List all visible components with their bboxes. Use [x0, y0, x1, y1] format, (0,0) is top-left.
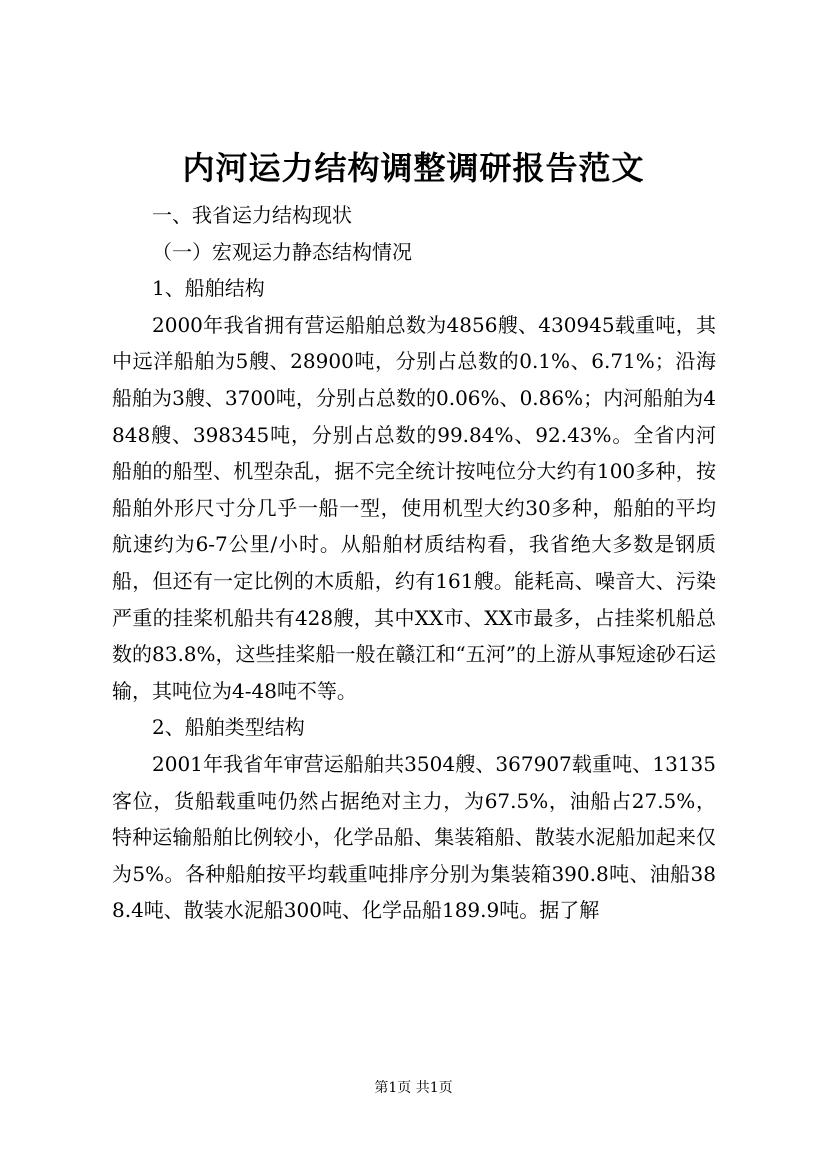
item-heading-ship-type-structure: 2、船舶类型结构	[152, 715, 305, 740]
page-footer: 第1页 共1页	[374, 1080, 453, 1096]
subsection-heading: （一）宏观运力静态结构情况	[152, 239, 412, 264]
section-heading-1: 一、我省运力结构现状	[152, 203, 352, 227]
item-heading-ship-structure: 1、船舶结构	[152, 276, 265, 301]
document-body	[112, 197, 716, 929]
paragraph-ship-structure: 2000年我省拥有营运船舶总数为4856艘、430945载重吨，其中远洋船舶为5艘、28900吨，分别占总数的0.1%、6.71%；沿海船舶为3艘、3700吨，分别占总数的0.06%、0.86%；内河船舶为4848艘、398345吨，分别占总数的99.84%、92.43%。全省内河船舶的船型、机型杂乱，据不完全统计按吨位分大约有100多种，按船舶外形尺寸分几乎一船一型，使用机型大约30多种，船舶的平均航速约为6-7公里/小时。从船舶材质结构看，我省绝大多数是钢质船，但还有一定比例的木质船，约有161艘。能耗高、噪音大、污染严重的挂桨机船共有428艘，其中XX市、XX市最多，占挂桨机船总数的83.8%，这些挂桨船一般在赣江和“五河”的上游从事短途砂石运输，其吨位为4-48吨不等。	[112, 312, 716, 703]
paragraph-ship-type-structure: 2001年我省年审营运船舶共3504艘、367907载重吨、13135客位，货船载重吨仍然占据绝对主力，为67.5%，油船占27.5%，特种运输船舶比例较小，化学品船、集装箱船、散装水泥船加起来仅为5%。各种船舶按平均载重吨排序分别为集装箱390.8吨、油船388.4吨、散装水泥船300吨、化学品船189.9吨。据了解	[112, 751, 716, 923]
document-title: 内河运力结构调整调研报告范文	[182, 149, 645, 187]
